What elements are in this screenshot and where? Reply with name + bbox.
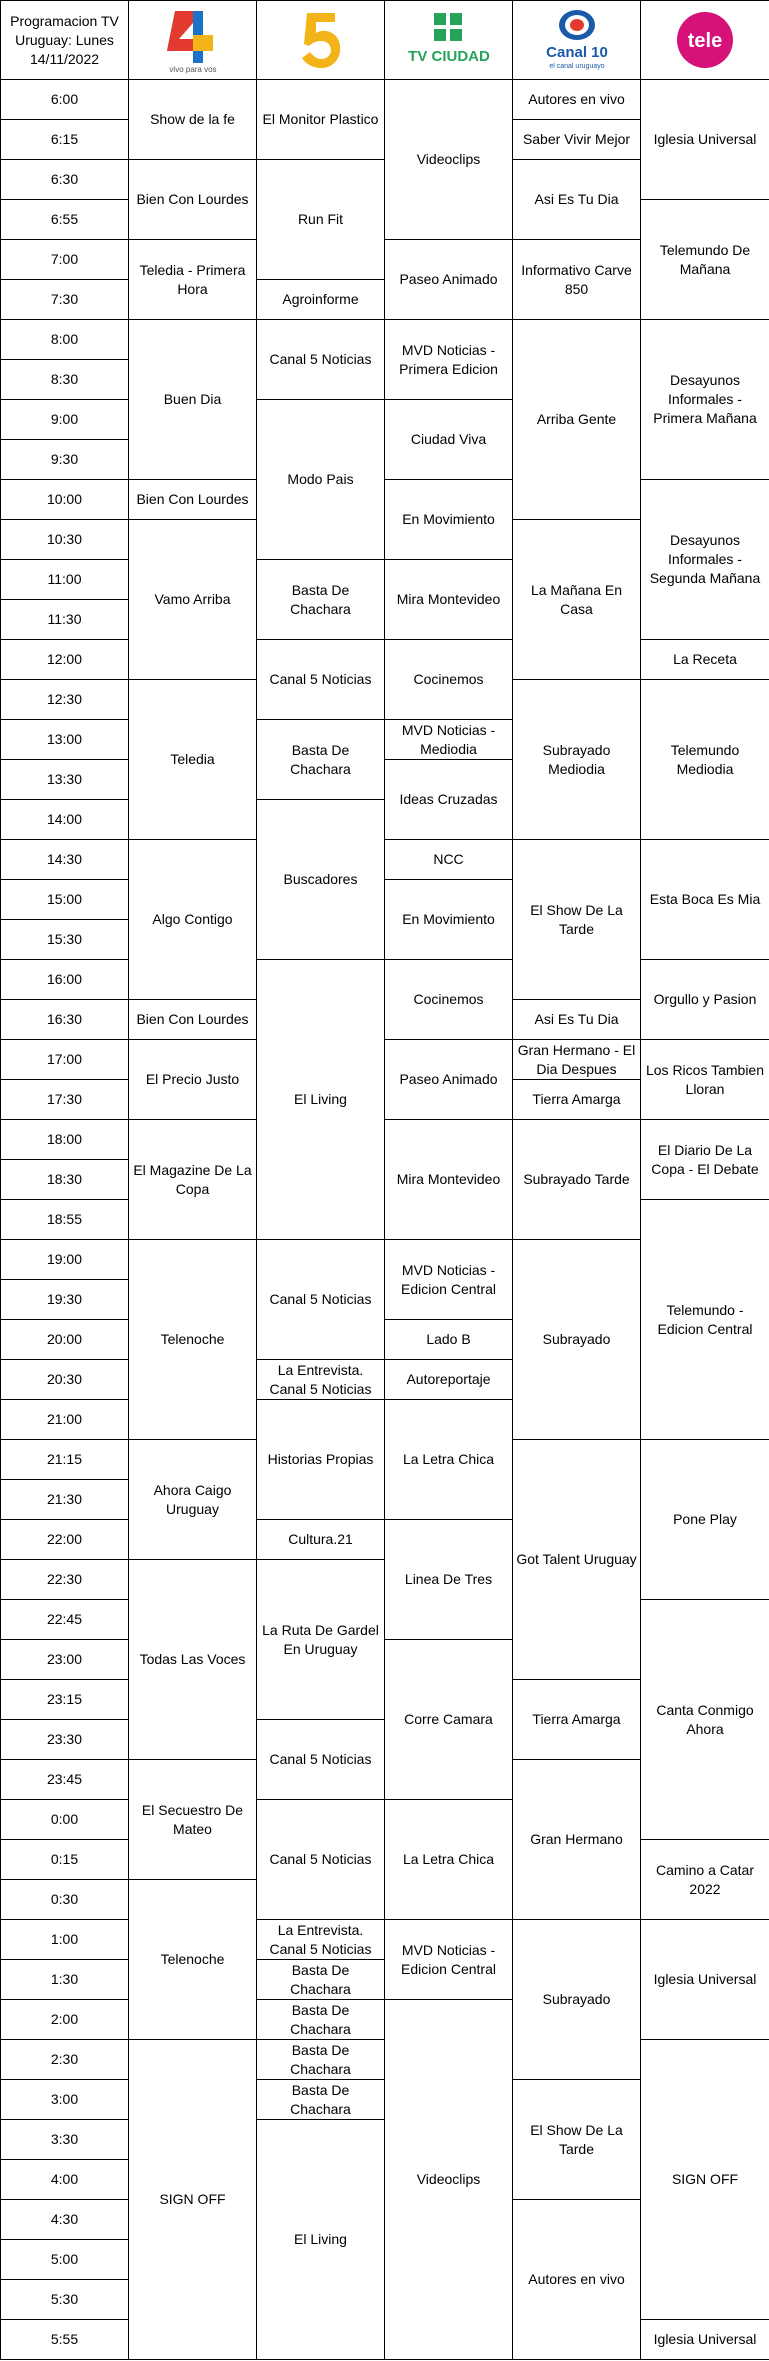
program-cell-canal10: Subrayado (513, 1240, 641, 1440)
time-row (1, 480, 769, 520)
program-cell-canal5: Canal 5 Noticias (257, 640, 385, 720)
program-cell-canal4: Ahora Caigo Uruguay (129, 1440, 257, 1560)
time-cell: 12:00 (1, 640, 129, 680)
program-cell-tele: Orgullo y Pasion (641, 960, 769, 1040)
program-cell-tvciudad: Mira Montevideo (385, 1120, 513, 1240)
time-cell: 6:00 (1, 80, 129, 120)
program-cell-tvciudad: Paseo Animado (385, 1040, 513, 1120)
program-cell-canal5: Historias Propias (257, 1400, 385, 1520)
program-cell-canal5: Basta De Chachara (257, 2080, 385, 2120)
program-cell-canal4: El Magazine De La Copa (129, 1120, 257, 1240)
time-cell: 3:30 (1, 2120, 129, 2160)
time-cell: 0:00 (1, 1800, 129, 1840)
program-cell-canal5: Modo Pais (257, 400, 385, 560)
tele-logo-icon (665, 5, 745, 75)
time-cell: 7:00 (1, 240, 129, 280)
time-row (1, 1120, 769, 1160)
program-cell-canal10: La Mañana En Casa (513, 520, 641, 680)
program-cell-tvciudad: Cocinemos (385, 640, 513, 720)
program-cell-canal4: Algo Contigo (129, 840, 257, 1000)
header-row (1, 1, 769, 80)
program-cell-canal4: Telenoche (129, 1240, 257, 1440)
program-cell-tele: Los Ricos Tambien Lloran (641, 1040, 769, 1120)
program-cell-canal5: La Entrevista. Canal 5 Noticias (257, 1920, 385, 1960)
svg-text:vivo para vos: vivo para vos (168, 65, 217, 74)
program-cell-canal10: Autores en vivo (513, 80, 641, 120)
time-cell: 15:30 (1, 920, 129, 960)
time-cell: 0:30 (1, 1880, 129, 1920)
program-cell-canal5: Canal 5 Noticias (257, 320, 385, 400)
time-cell: 15:00 (1, 880, 129, 920)
time-row (1, 640, 769, 680)
time-cell: 16:00 (1, 960, 129, 1000)
time-row (1, 80, 769, 120)
program-cell-tvciudad: Autoreportaje (385, 1360, 513, 1400)
time-cell: 2:30 (1, 2040, 129, 2080)
time-cell: 12:30 (1, 680, 129, 720)
program-cell-canal10: Autores en vivo (513, 2200, 641, 2360)
program-cell-canal5: Canal 5 Noticias (257, 1800, 385, 1920)
program-cell-tvciudad: La Letra Chica (385, 1400, 513, 1520)
program-cell-canal4: Teledia (129, 680, 257, 840)
program-cell-tvciudad: NCC (385, 840, 513, 880)
tvciudad-logo-icon (394, 5, 504, 75)
time-cell: 6:55 (1, 200, 129, 240)
svg-text:Canal 10: Canal 10 (545, 44, 608, 61)
program-cell-tvciudad: Paseo Animado (385, 240, 513, 320)
program-cell-canal10: Tierra Amarga (513, 1080, 641, 1120)
time-cell: 4:00 (1, 2160, 129, 2200)
program-cell-tele: Pone Play (641, 1440, 769, 1600)
program-cell-canal5: La Ruta De Gardel En Uruguay (257, 1560, 385, 1720)
program-cell-canal4: SIGN OFF (129, 2040, 257, 2360)
time-cell: 5:30 (1, 2280, 129, 2320)
time-cell: 9:30 (1, 440, 129, 480)
program-cell-canal10: Got Talent Uruguay (513, 1440, 641, 1680)
program-cell-canal5: El Monitor Plastico (257, 80, 385, 160)
time-cell: 4:30 (1, 2200, 129, 2240)
time-cell: 23:00 (1, 1640, 129, 1680)
program-cell-tvciudad: MVD Noticias - Edicion Central (385, 1240, 513, 1320)
time-cell: 17:00 (1, 1040, 129, 1080)
time-cell: 21:00 (1, 1400, 129, 1440)
time-cell: 9:00 (1, 400, 129, 440)
program-cell-canal4: Telenoche (129, 1880, 257, 2040)
time-cell: 23:30 (1, 1720, 129, 1760)
time-cell: 6:15 (1, 120, 129, 160)
program-cell-canal10: Gran Hermano (513, 1760, 641, 1920)
time-cell: 22:45 (1, 1600, 129, 1640)
program-cell-tvciudad: Cocinemos (385, 960, 513, 1040)
time-row (1, 1040, 769, 1080)
time-cell: 3:00 (1, 2080, 129, 2120)
program-cell-tele: Iglesia Universal (641, 2320, 769, 2360)
time-cell: 21:15 (1, 1440, 129, 1480)
program-cell-canal10: Asi Es Tu Dia (513, 1000, 641, 1040)
time-cell: 18:30 (1, 1160, 129, 1200)
canal4-logo-icon (153, 5, 233, 75)
time-cell: 22:00 (1, 1520, 129, 1560)
canal10-logo-cell (513, 1, 641, 80)
program-cell-canal5: La Entrevista. Canal 5 Noticias (257, 1360, 385, 1400)
program-cell-canal4: Vamo Arriba (129, 520, 257, 680)
time-cell: 19:30 (1, 1280, 129, 1320)
program-cell-tele: Telemundo Mediodia (641, 680, 769, 840)
time-cell: 18:00 (1, 1120, 129, 1160)
program-cell-canal10: El Show De La Tarde (513, 840, 641, 1000)
time-cell: 0:15 (1, 1840, 129, 1880)
program-cell-canal5: Basta De Chachara (257, 1960, 385, 2000)
program-cell-tvciudad: Videoclips (385, 80, 513, 240)
program-cell-tele: Telemundo De Mañana (641, 200, 769, 320)
program-cell-tvciudad: Mira Montevideo (385, 560, 513, 640)
program-cell-canal4: Todas Las Voces (129, 1560, 257, 1760)
program-cell-canal4: Teledia - Primera Hora (129, 240, 257, 320)
time-cell: 8:30 (1, 360, 129, 400)
time-cell: 2:00 (1, 2000, 129, 2040)
time-row (1, 1920, 769, 1960)
canal10-logo-icon (527, 5, 627, 75)
program-cell-canal5: Basta De Chachara (257, 560, 385, 640)
time-row (1, 960, 769, 1000)
program-cell-tele: Desayunos Informales - Primera Mañana (641, 320, 769, 480)
time-cell: 14:30 (1, 840, 129, 880)
time-cell: 1:00 (1, 1920, 129, 1960)
time-cell: 18:55 (1, 1200, 129, 1240)
tvciudad-logo-cell (385, 1, 513, 80)
program-cell-canal10: Gran Hermano - El Dia Despues (513, 1040, 641, 1080)
time-cell: 22:30 (1, 1560, 129, 1600)
program-cell-tele: Canta Conmigo Ahora (641, 1600, 769, 1840)
time-cell: 13:00 (1, 720, 129, 760)
program-cell-tvciudad: Ideas Cruzadas (385, 760, 513, 840)
time-cell: 5:55 (1, 2320, 129, 2360)
program-cell-tele: Telemundo - Edicion Central (641, 1200, 769, 1440)
canal4-logo-cell (129, 1, 257, 80)
time-cell: 13:30 (1, 760, 129, 800)
time-cell: 20:30 (1, 1360, 129, 1400)
schedule-caption: Programacion TV Uruguay: Lunes 14/11/2022 (1, 1, 129, 80)
program-cell-tele: Esta Boca Es Mia (641, 840, 769, 960)
program-cell-tvciudad: Linea De Tres (385, 1520, 513, 1640)
program-cell-tvciudad: La Letra Chica (385, 1800, 513, 1920)
program-cell-canal5: Agroinforme (257, 280, 385, 320)
program-cell-tvciudad: Videoclips (385, 2000, 513, 2360)
schedule-body (1, 1, 769, 2360)
time-cell: 8:00 (1, 320, 129, 360)
program-cell-canal5: Canal 5 Noticias (257, 1240, 385, 1360)
time-cell: 10:30 (1, 520, 129, 560)
program-cell-canal4: Bien Con Lourdes (129, 480, 257, 520)
time-row (1, 840, 769, 880)
program-cell-canal10: El Show De La Tarde (513, 2080, 641, 2200)
program-cell-tvciudad: En Movimiento (385, 880, 513, 960)
program-cell-canal4: Bien Con Lourdes (129, 160, 257, 240)
program-cell-tvciudad: MVD Noticias - Primera Edicion (385, 320, 513, 400)
program-cell-tele: SIGN OFF (641, 2040, 769, 2320)
program-cell-canal10: Subrayado (513, 1920, 641, 2080)
program-cell-tele: Camino a Catar 2022 (641, 1840, 769, 1920)
time-cell: 11:30 (1, 600, 129, 640)
program-cell-tvciudad: MVD Noticias - Edicion Central (385, 1920, 513, 2000)
time-cell: 23:45 (1, 1760, 129, 1800)
time-cell: 1:30 (1, 1960, 129, 2000)
tele-logo-cell (641, 1, 769, 80)
time-cell: 10:00 (1, 480, 129, 520)
program-cell-tvciudad: Corre Camara (385, 1640, 513, 1800)
time-cell: 11:00 (1, 560, 129, 600)
program-cell-canal5: Basta De Chachara (257, 720, 385, 800)
program-cell-canal10: Subrayado Tarde (513, 1120, 641, 1240)
program-cell-canal5: Run Fit (257, 160, 385, 280)
program-cell-canal10: Arriba Gente (513, 320, 641, 520)
time-cell: 5:00 (1, 2240, 129, 2280)
time-cell: 6:30 (1, 160, 129, 200)
time-cell: 17:30 (1, 1080, 129, 1120)
time-row (1, 320, 769, 360)
time-cell: 19:00 (1, 1240, 129, 1280)
program-cell-tele: Desayunos Informales - Segunda Mañana (641, 480, 769, 640)
program-cell-canal5: Canal 5 Noticias (257, 1720, 385, 1800)
program-cell-canal5: El Living (257, 2120, 385, 2360)
svg-text:tele: tele (687, 30, 723, 52)
time-cell: 20:00 (1, 1320, 129, 1360)
program-cell-canal10: Tierra Amarga (513, 1680, 641, 1760)
program-cell-canal4: El Secuestro De Mateo (129, 1760, 257, 1880)
time-cell: 23:15 (1, 1680, 129, 1720)
program-cell-tvciudad: En Movimiento (385, 480, 513, 560)
program-cell-canal10: Saber Vivir Mejor (513, 120, 641, 160)
program-cell-canal5: Cultura.21 (257, 1520, 385, 1560)
program-cell-tvciudad: Ciudad Viva (385, 400, 513, 480)
program-cell-canal4: Show de la fe (129, 80, 257, 160)
svg-text:el canal uruguayo: el canal uruguayo (548, 63, 605, 70)
program-cell-canal10: Informativo Carve 850 (513, 240, 641, 320)
canal5-logo-cell (257, 1, 385, 80)
program-cell-canal5: El Living (257, 960, 385, 1240)
program-cell-tele: La Receta (641, 640, 769, 680)
program-cell-tele: Iglesia Universal (641, 1920, 769, 2040)
program-cell-canal5: Basta De Chachara (257, 2000, 385, 2040)
canal5-logo-icon (291, 5, 351, 75)
program-cell-tvciudad: MVD Noticias - Mediodia (385, 720, 513, 760)
program-cell-canal5: Buscadores (257, 800, 385, 960)
program-cell-canal5: Basta De Chachara (257, 2040, 385, 2080)
program-cell-tele: Iglesia Universal (641, 80, 769, 200)
program-cell-canal4: Bien Con Lourdes (129, 1000, 257, 1040)
time-cell: 14:00 (1, 800, 129, 840)
program-cell-canal10: Asi Es Tu Dia (513, 160, 641, 240)
program-cell-tele: El Diario De La Copa - El Debate (641, 1120, 769, 1200)
svg-text:TV CIUDAD: TV CIUDAD (407, 48, 490, 65)
time-cell: 16:30 (1, 1000, 129, 1040)
time-cell: 7:30 (1, 280, 129, 320)
program-cell-canal4: Buen Dia (129, 320, 257, 480)
program-cell-canal4: El Precio Justo (129, 1040, 257, 1120)
program-cell-canal10: Subrayado Mediodia (513, 680, 641, 840)
time-cell: 21:30 (1, 1480, 129, 1520)
program-cell-tvciudad: Lado B (385, 1320, 513, 1360)
